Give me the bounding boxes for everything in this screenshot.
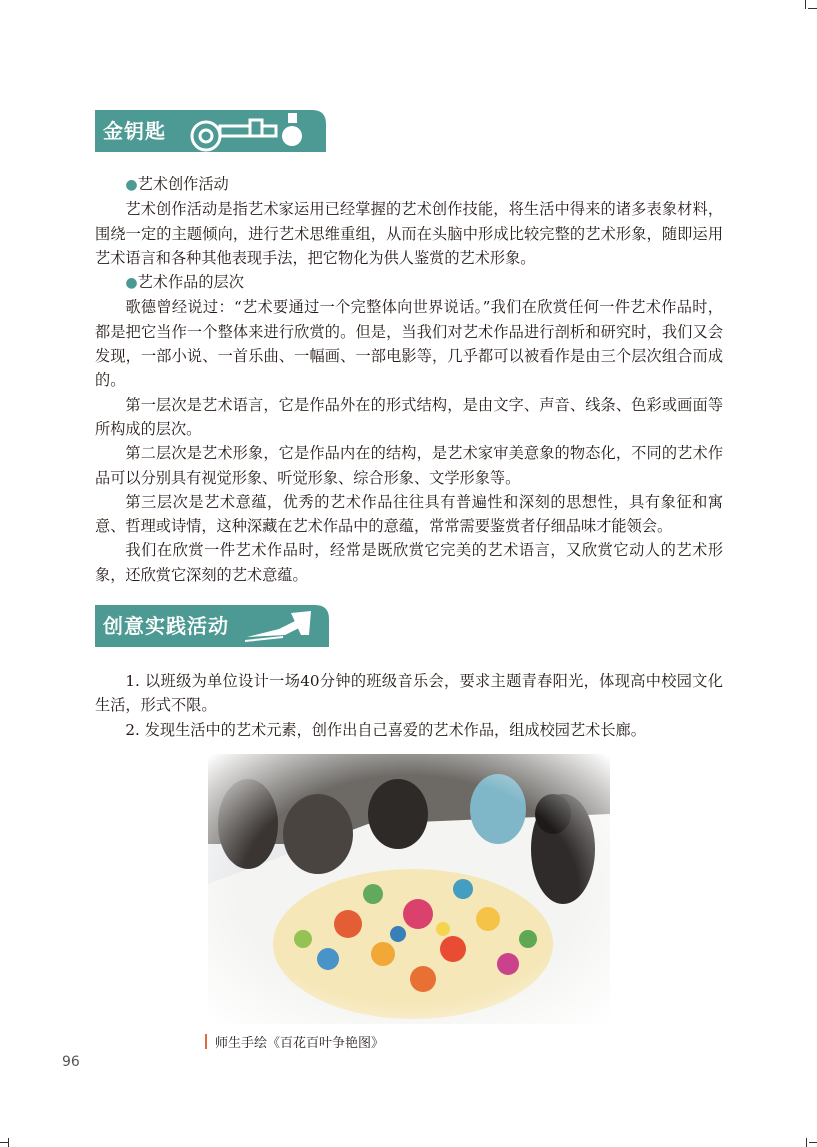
brush-icon (239, 605, 329, 647)
paragraph: 歌德曾经说过：“艺术要通过一个完整体向世界说话。”我们在欣赏任何一件艺术作品时，都是把它当作一个整体来进行欣赏的。但是，当我们对艺术作品进行剖析和研究时，我们又会发现，一部小说、一首乐曲、一幅画、一部电影等，几乎都可以被看作是由三个层次组合而成的。 (95, 298, 723, 390)
crop-mark (806, 1138, 807, 1147)
caption-text: 师生手绘《百花百叶争艳图》 (215, 1036, 385, 1051)
bullet-icon: ● (125, 177, 138, 193)
paragraph: 艺术创作活动是指艺术家运用已经掌握的艺术创作技能，将生活中得来的诸多表象材料，围绕一定的主题倾向，进行艺术思维重组，从而在头脑中形成比较完整的艺术形象，随即运用艺术语言和各种其他表现手法，把它物化为供人鉴赏的艺术形象。 (95, 200, 723, 267)
crop-mark (0, 1142, 8, 1143)
caption-bar (205, 1034, 207, 1049)
subheading-creation: ●艺术创作活动 (125, 175, 229, 193)
section-header-key (95, 110, 326, 152)
crop-mark (808, 8, 817, 9)
section-header-practice (95, 605, 329, 647)
photo-caption (205, 1032, 384, 1051)
paragraph: 第二层次是艺术形象，它是作品内在的结构，是艺术家审美意象的物态化，不同的艺术作品可以分别具有视觉形象、听觉形象、综合形象、文学形象等。 (95, 444, 723, 487)
paragraph: 第一层次是艺术语言，它是作品外在的形式结构，是由文字、声音、线条、色彩或画面等所构成的层次。 (95, 395, 723, 438)
paragraph: 第三层次是艺术意蕴，优秀的艺术作品往往具有普遍性和深刻的思想性，具有象征和寓意、哲理或诗情，这种深藏在艺术作品中的意蕴，常常需要鉴赏者仔细品味才能领会。 (95, 492, 723, 536)
mural-photo (208, 754, 610, 1024)
crop-mark (8, 1138, 9, 1147)
section-title: 金钥匙 (95, 110, 178, 152)
key-icon (176, 110, 326, 152)
key-content (95, 172, 723, 587)
crop-mark (809, 1142, 817, 1143)
paragraph: 我们在欣赏一件艺术作品时，经常是既欣赏它完美的艺术语言，又欣赏它动人的艺术形象，还欣赏它深刻的艺术意蕴。 (95, 541, 723, 584)
practice-list (95, 669, 723, 742)
list-item: 1. 以班级为单位设计一场40分钟的班级音乐会，要求主题青春阳光，体现高中校园文化生活，形式不限。 (95, 672, 723, 715)
crop-mark (805, 0, 806, 9)
page-number: 96 (62, 1054, 80, 1070)
section-title: 创意实践活动 (95, 605, 241, 647)
subheading-levels: ●艺术作品的层次 (125, 273, 244, 292)
list-item: 2. 发现生活中的艺术元素，创作出自己喜爱的艺术作品，组成校园艺术长廊。 (125, 720, 646, 739)
bullet-icon: ● (125, 275, 138, 292)
